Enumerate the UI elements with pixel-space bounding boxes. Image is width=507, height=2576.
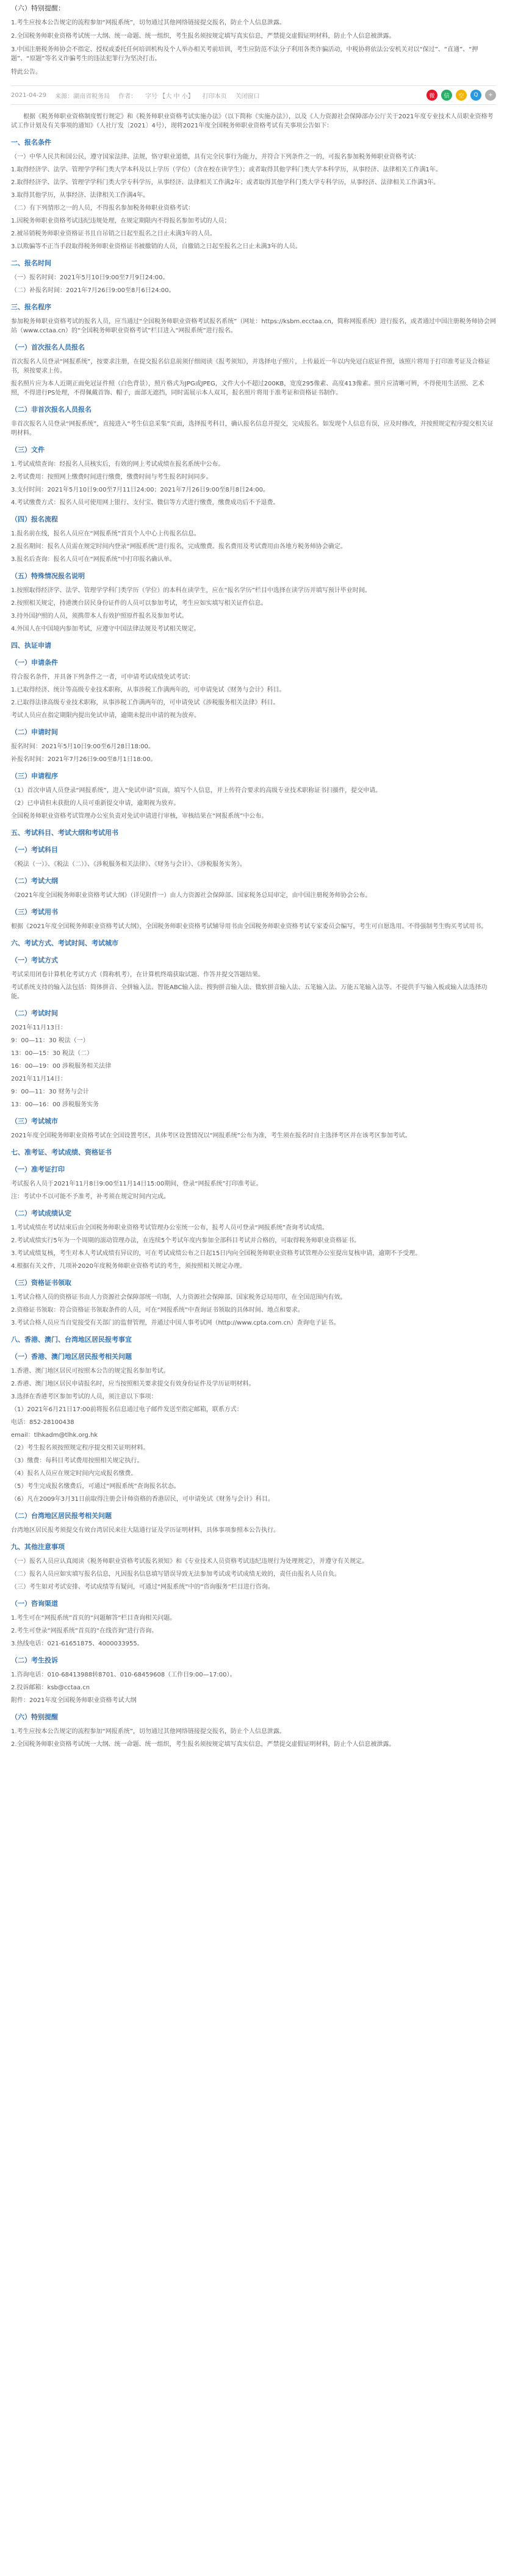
paragraph: 2021年11月13日： — [11, 1025, 67, 1031]
paragraph: 根据《2021年度全国税务师职业资格考试大纲》，全国税务师职业资格考试辅导用书由全国税务师职业资格考试专家委员会编写，考生可自愿选用。不得强制考生购买考试用书。 — [11, 923, 487, 930]
meta-left — [11, 91, 260, 100]
paragraph: 3.考试合格人员应当自觉接受有关部门的监督管理，并通过中国人事考试网（http://www.cpta.com.cn）查询电子证书。 — [11, 1320, 340, 1326]
paragraph: 2.按照相关规定，持港澳台居民身份证件的人员可以参加考试，考生应如实填写相关证件信息。 — [11, 600, 267, 607]
paragraph: 首次报名人员登录“网报系统”，按要求注册，在提交报名信息前须仔细阅读《报考须知》，并选择电子照片，上传最近一年以内免冠白底证件照，该照片将用于打印准考证及合格证书，须按要求上传。 — [11, 359, 491, 374]
paragraph: 附件：2021年度全国税务师职业资格考试大纲 — [11, 1697, 137, 1704]
section-heading: 六、考试方式、考试时间、考试城市 — [11, 939, 118, 947]
more-share-icon[interactable]: + — [485, 90, 496, 101]
paragraph: 1.按照取得经济学、法学、管理学学科门类学历（学位）的本科在读学生，应在“报名学历”栏目中选择在读学历并填写预计毕业时间。 — [11, 587, 371, 594]
paragraph: 1.考生应按本公告规定的流程参加“网报系统”，切勿通过其他网络链接提交报名，防止个人信息泄露。 — [11, 1728, 286, 1735]
article-meta-bar — [11, 85, 496, 105]
section-heading: （二）非首次报名人员报名 — [11, 406, 92, 413]
section-heading: （二）考试大纲 — [11, 877, 58, 885]
paragraph: 2.考试费用：按照网上缴费时间进行缴费，缴费时间与考生报名时间同步。 — [11, 474, 212, 481]
paragraph: 3.取得其他学历，从事经济、法律相关工作满4年。 — [11, 192, 149, 199]
paragraph: 1.考试成绩查询：经报名人员核实后，有效的网上考试成绩在报名系统中公布。 — [11, 461, 225, 468]
section-heading: （六）特别提醒 — [11, 1713, 58, 1721]
section-heading: （五）特殊情况报名说明 — [11, 572, 85, 580]
paragraph: 3.热线电话：021-61651875、4000033955。 — [11, 1640, 143, 1647]
paragraph: 补报名时间：2021年7月26日9:00至8月1日18:00。 — [11, 756, 157, 763]
section-heading: （二）台湾地区居民报考相关问题 — [11, 1512, 112, 1520]
article-body — [11, 138, 496, 1749]
paragraph: 注：考试中不以可能不予准考，补考须在规定时间内完成。 — [11, 1193, 170, 1200]
qzone-share-icon[interactable]: 空 — [456, 90, 467, 101]
paragraph: 3.选择在香港考区参加考试的人员，须注意以下事项： — [11, 1394, 157, 1400]
paragraph: 3.持外国护照的人员，须携带本人有效护照原件报名及参加考试。 — [11, 613, 188, 620]
section-heading: （三）资格证书领取 — [11, 1279, 71, 1287]
paragraph: 2.取得经济学、法学、管理学学科门类大学专科学历，从事经济、法律相关工作满2年；或者取得其他学科门类大学专科学历，从事经济、法律相关工作满3年。 — [11, 179, 440, 186]
top-notice-item: 2.全国税务师职业资格考试统一大纲、统一命题、统一组织，考生报名须按规定填写真实信息，严禁提交虚假证明材料，防止个人信息被泄露。 — [11, 33, 395, 40]
paragraph: 2.考试成绩实行5年为一个周期的滚动管理办法，在连续5个考试年度内参加全部科目考试并合格的，可取得税务师职业资格证书。 — [11, 1237, 361, 1244]
section-heading: （一）首次报名人员报名 — [11, 343, 85, 351]
paragraph: 1.考生可在“网报系统”首页的“问题解答”栏目查询相关问题。 — [11, 1615, 176, 1622]
paragraph: 考试报名人员于2021年11月8日9:00至11月14日15:00期间，登录“网报系统”打印准考证。 — [11, 1181, 262, 1187]
paragraph: （二）补报名时间：2021年7月26日9:00至8月6日24:00。 — [11, 287, 175, 294]
section-heading: （三）考试城市 — [11, 1117, 58, 1125]
paragraph: （二）报名人员应如实填写报名信息，凡因报名信息填写错误导致无法参加考试或考试成绩无效的，责任由报名人员自负。 — [11, 1571, 340, 1578]
qq-share-icon[interactable]: Q — [470, 90, 481, 101]
paragraph: 1.考试合格人员的资格证书由人力资源社会保障部统一印制，人力资源社会保障部、国家税务总局用印，在全国范围内有效。 — [11, 1294, 347, 1301]
section-heading: （一）考试科目 — [11, 846, 58, 854]
section-heading: 七、准考证、考试成绩、资格证书 — [11, 1148, 112, 1156]
section-heading: （二）考生投诉 — [11, 1656, 58, 1664]
share-bar — [426, 90, 496, 101]
paragraph: email：tlhkadm@tlhk.org.hk — [11, 1432, 98, 1439]
paragraph: （2）已申请但未获批的人员可重新提交申请，逾期视为放弃。 — [11, 800, 180, 807]
paragraph: 13：00—16：00 涉税服务实务 — [11, 1101, 99, 1108]
paragraph: 3.支付时间：2021年5月10日9:00至7月11日24:00；2021年7月26日9:00至8月8日24:00。 — [11, 487, 269, 493]
paragraph: （一）报名人员应认真阅读《税务师职业资格考试报名须知》和《专业技术人员资格考试违纪违规行为处理规定》，并遵守有关规定。 — [11, 1558, 368, 1565]
section-heading: 三、报名程序 — [11, 303, 51, 311]
section-heading: （一）香港、澳门地区居民报考相关问题 — [11, 1353, 132, 1361]
print-button[interactable]: 打印本页 — [202, 93, 227, 100]
paragraph: 台湾地区居民报考须提交有效台湾居民来往大陆通行证及学历证明材料，具体事项参照本公告执行。 — [11, 1527, 279, 1534]
paragraph: 电话：852-28100438 — [11, 1419, 74, 1426]
section-heading: （二）申请时间 — [11, 728, 58, 736]
top-notice-item: 3.中国注册税务师协会不指定、授权或委托任何培训机构及个人举办相关考前培训，考生应防范不法分子利用各类诈骗活动，中税协将依法公安机关对以“保过”、“直通”、“押题”、“原题”等名义诈骗考生的违法犯罪行为坚决打击。 — [11, 46, 478, 62]
paragraph: 1.因税务师职业资格考试违纪违规处理，在规定期限内不得报名参加考试的人员； — [11, 218, 231, 224]
article-intro: 根据《税务师职业资格制度暂行规定》和《税务师职业资格考试实施办法》（以下简称《实施办法》），以及《人力资源社会保障部办公厅关于2021年度专业技术人员职业资格考试工作计划及有关事项的通知》（人社厅发〔2021〕4号），现将2021年度全国税务师职业资格考试有关事项公告如下： — [11, 113, 494, 129]
paragraph: （一）报名时间：2021年5月10日9:00至7月9日24:00。 — [11, 274, 169, 281]
paragraph: 16：00—19：00 涉税服务相关法律 — [11, 1063, 112, 1070]
paragraph: （1）首次申请人员登录“网报系统”，进入“免试申请”页面，填写个人信息，并上传符合要求的高级专业技术职称证书扫描件，提交申请。 — [11, 787, 382, 794]
section-heading: （一）考试方式 — [11, 956, 58, 964]
paragraph: 全国税务师职业资格考试管理办公室负责对免试申请进行审核，审核结果在“网报系统”中公布。 — [11, 813, 268, 820]
section-heading: （四）报名流程 — [11, 515, 58, 523]
close-window-button[interactable]: 关闭窗口 — [235, 93, 260, 100]
article-source: 来源：湖南省税务局 — [55, 93, 110, 100]
paragraph: （2）考生报名须按照规定程序提交相关证明材料。 — [11, 1445, 149, 1451]
paragraph: 2.被吊销税务师职业资格证书且自吊销之日起至报名之日止未满3年的人员。 — [11, 231, 216, 237]
section-heading: （三）申请程序 — [11, 772, 58, 780]
paragraph: 3.以欺骗等不正当手段取得税务师职业资格证书被撤销的人员，自撤销之日起至报名之日止未满3年的人员。 — [11, 243, 301, 250]
top-notice-closing: 特此公告。 — [11, 69, 41, 76]
section-heading: （一）申请条件 — [11, 659, 58, 667]
article-content — [11, 112, 496, 1749]
paragraph: 13：00—15：30 税法（二） — [11, 1050, 93, 1057]
section-heading: 九、其他注意事项 — [11, 1543, 65, 1551]
section-heading: 一、报名条件 — [11, 138, 51, 146]
paragraph: （一）中华人民共和国公民，遵守国家法律、法规，恪守职业道德，具有完全民事行为能力，并符合下列条件之一的，可报名参加税务师职业资格考试： — [11, 154, 420, 160]
paragraph: （三）考生如对考试安排、考试成绩等有疑问，可通过“网报系统”中的“咨询服务”栏目进行咨询。 — [11, 1584, 274, 1590]
paragraph: 2.香港、澳门地区居民申请报名时，应当按照相关要求提交有效身份证件及学历证明材料。 — [11, 1381, 255, 1387]
paragraph: 《税法（一）》、《税法（二）》、《涉税服务相关法律》、《财务与会计》、《涉税服务实务》。 — [11, 861, 246, 868]
section-heading: （三）文件 — [11, 446, 45, 454]
paragraph: 4.根据有关文件，几项补2020年度税务师职业资格考试的考生，须按照相关规定办理。 — [11, 1263, 246, 1270]
paragraph: 4.外国人在中国境内参加考试，应遵守中国法律法规及考试相关规定。 — [11, 626, 200, 632]
paragraph: 3.考试成绩复核，考生对本人考试成绩有异议的，可在考试成绩公布之日起15日内向全国税务师职业资格考试管理办公室提出复核申请，逾期不予受理。 — [11, 1250, 422, 1257]
paragraph: 2.投诉邮箱：ksb@cctaa.cn — [11, 1684, 90, 1691]
font-size-label: 字号 — [145, 93, 158, 100]
section-heading: 五、考试科目、考试大纲和考试用书 — [11, 829, 118, 837]
paragraph: （3）缴费：每科目考试费用按照相关规定执行。 — [11, 1458, 143, 1464]
paragraph: （4）报名人员应在规定时间内完成报名缴费。 — [11, 1470, 137, 1477]
paragraph: 符合报名条件，并具备下列条件之一者，可申请考试成绩免试考试： — [11, 674, 194, 681]
font-size-small[interactable]: 小 — [181, 93, 188, 100]
section-heading: （二）考试成绩认定 — [11, 1209, 71, 1217]
paragraph: 9：00—11：30 税法（一） — [11, 1037, 89, 1044]
paragraph: 报名时间：2021年5月10日9:00至6月28日18:00。 — [11, 743, 154, 750]
article-author: 作者： — [118, 93, 137, 100]
paragraph: 参加税务师职业资格考试的报名人员，应当通过“全国税务师职业资格考试报名系统”（网址：https://ksbm.ecctaa.cn，简称网报系统）进行报名，或者通过中国注册税务师协会网站（www.cctaa.cn）的“全国税务师职业资格考试”栏目进入“网报系统”进行报名。 — [11, 318, 496, 334]
section-heading: （二）考试时间 — [11, 1009, 58, 1017]
paragraph: 2.考生可登录“网报系统”首页的“在线咨询”进行咨询。 — [11, 1628, 158, 1634]
top-notice-item: 1.考生应按本公告规定的流程参加“网报系统”，切勿通过其他网络链接提交报名，防止个人信息泄露。 — [11, 20, 286, 26]
paragraph: 考试人员应在指定期限内提出免试申请，逾期未提出申请的视为放弃。 — [11, 712, 200, 719]
section-heading: 四、执证申请 — [11, 642, 51, 649]
section-heading: 八、香港、澳门、台湾地区居民报考事宜 — [11, 1336, 132, 1343]
paragraph: 非首次报名人员登录“网报系统”，直接进入“考生信息采集”页面，选择报考科目，确认报名信息并提交，完成报名。如发现个人信息有误，应及时修改，并按照规定程序提交相关证明材料。 — [11, 421, 494, 437]
paragraph: 2021年度全国税务师职业资格考试在全国设置考区，具体考区设置情况以“网报系统”公布为准，考生须在报名时自主选择考区并在该考区参加考试。 — [11, 1132, 411, 1139]
weibo-share-icon[interactable]: 微 — [426, 90, 437, 101]
section-heading: 二、报名时间 — [11, 259, 51, 267]
paragraph: （5）考生完成报名缴费后，可通过“网报系统”查询报名状态。 — [11, 1483, 180, 1490]
font-size-control: 字号 【大 中 小】 — [145, 93, 194, 100]
paragraph: 1.报名前在线，报名人员应在“网报系统”首页个人中心上传报名信息。 — [11, 531, 200, 537]
top-notice-title: （六）特别提醒： — [11, 4, 65, 12]
paragraph: 考试采用闭卷计算机化考试方式（简称机考），在计算机终端获取试题、作答并提交答题结果。 — [11, 971, 264, 978]
wechat-share-icon[interactable]: 信 — [441, 90, 452, 101]
paragraph: 2.全国税务师职业资格考试统一大纲、统一命题、统一组织，考生报名须按规定填写真实信息，严禁提交虚假证明材料，防止个人信息被泄露。 — [11, 1741, 395, 1748]
paragraph: 1.咨询电话：010-68413988转8701、010-68459608（工作日9:00—17:00）。 — [11, 1672, 236, 1678]
top-notice — [11, 0, 496, 77]
paragraph: 2.已取得法律高级专业技术职称，从事涉税工作满两年的，可申请免试《涉税服务相关法律》科目。 — [11, 699, 279, 706]
paragraph: 考试系统支持的输入法包括：简体拼音、全拼输入法、智能ABC输入法、搜狗拼音输入法、微软拼音输入法、五笔输入法、万能五笔输入法等。不提供手写输入板或输入法选择功能。 — [11, 984, 487, 1000]
paragraph: 《2021年度全国税务师职业资格考试大纲》（详见附件一）由人力资源社会保障部、国家税务总局审定，由中国注册税务师协会公布。 — [11, 892, 372, 899]
paragraph: 1.已取得经济、统计等高级专业技术职称，从事涉税工作满两年的，可申请免试《财务与会计》科目。 — [11, 687, 286, 693]
paragraph: 4.考试缴费方式：报名人员可使用网上银行、支付宝、微信等方式进行缴费，缴费成功后不予退费。 — [11, 499, 279, 506]
paragraph: 报名照片应为本人近期正面免冠证件照（白色背景），照片格式为JPG或JPEG，文件大小不超过200KB，宽度295像素、高度413像素。照片应清晰可辨，不得使用生活照、艺术照，不得进行PS处理，不得佩戴首饰、帽子，面部无遮挡，同时需展示本人双耳，报名照片将用于准考证和资格证书制作。 — [11, 381, 484, 396]
paragraph: 2.报名期间：报名人员需在规定时间内登录“网报系统”进行报名，完成缴费。报名费用及考试费用由各地方税务师协会确定。 — [11, 543, 347, 550]
font-size-medium[interactable]: 中 — [173, 93, 180, 100]
article-date: 2021-04-29 — [11, 91, 47, 99]
paragraph: （6）凡在2009年3月31日前取得注册会计师资格的香港居民，可申请免试《财务与会计》科目。 — [11, 1496, 274, 1503]
paragraph: 2.资格证书领取：符合资格证书领取条件的人员，可在“网报系统”中查询证书领取的具体时间、地点和要求。 — [11, 1307, 304, 1314]
paragraph: 2021年11月14日： — [11, 1076, 67, 1082]
paragraph: （1）2021年6月21日17:00前将报名信息通过电子邮件发送至指定邮箱，联系方式： — [11, 1406, 243, 1413]
paragraph: （二）有下列情形之一的人员，不得报名参加税务师职业资格考试： — [11, 205, 194, 212]
paragraph: 9：00—11：30 财务与会计 — [11, 1089, 89, 1095]
paragraph: 3.报名后查询：报名人员可在“网报系统”中打印报名确认单。 — [11, 556, 176, 563]
paragraph: 1.考试成绩在考试结束后由全国税务师职业资格考试管理办公室统一公布，报考人员可登录“网报系统”查询考试成绩。 — [11, 1225, 328, 1231]
section-heading: （三）考试用书 — [11, 908, 58, 916]
paragraph: 1.香港、澳门地区居民可按照本公告的规定报名参加考试。 — [11, 1368, 170, 1375]
section-heading: （一）准考证打印 — [11, 1165, 65, 1173]
paragraph: 1.取得经济学、法学、管理学学科门类大学本科及以上学历（学位）（含在校在读学生）；或者取得其他学科门类大学本科学历，从事经济、法律相关工作满1年。 — [11, 166, 442, 173]
font-size-large[interactable]: 大 — [165, 93, 172, 100]
section-heading: （一）咨询渠道 — [11, 1600, 58, 1608]
